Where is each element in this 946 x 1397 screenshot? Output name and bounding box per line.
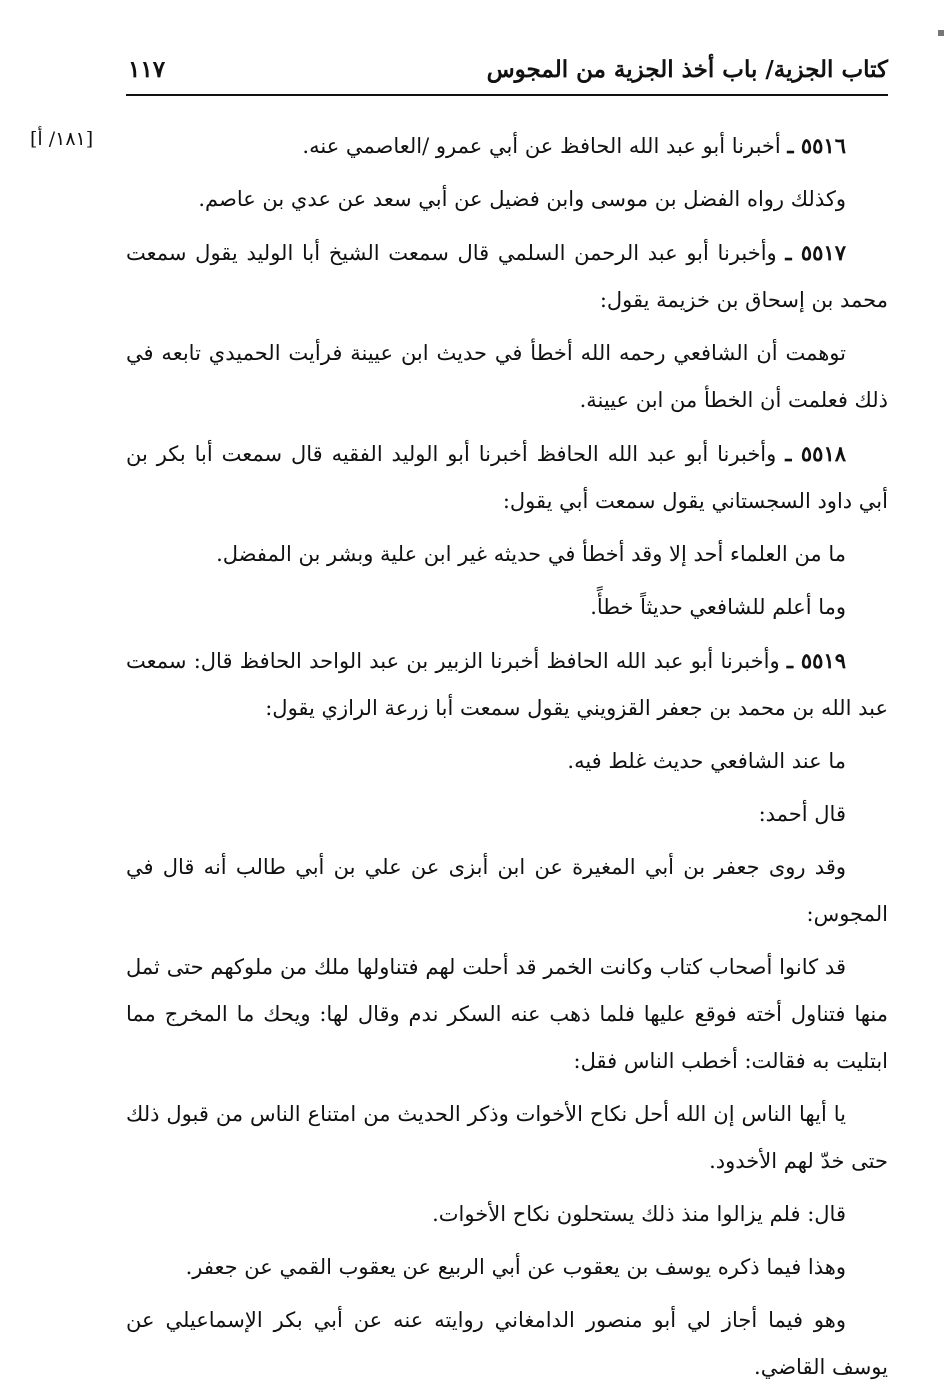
body-text <box>126 122 888 1397</box>
paragraph-text: يا أيها الناس إن الله أحل نكاح الأخوات وذكر الحديث من امتناع الناس من قبول ذلك حتى خدّ لهم الأخدود. <box>126 1102 888 1173</box>
hadith-number: ٥٥١٧ ـ <box>785 240 846 265</box>
paragraph <box>126 1191 888 1238</box>
paragraph-text: وأخبرنا أبو عبد الرحمن السلمي قال سمعت الشيخ أبا الوليد يقول سمعت محمد بن إسحاق بن خزيمة يقول: <box>126 241 888 312</box>
paragraph-text: وأخبرنا أبو عبد الله الحافظ أخبرنا الزبير بن عبد الواحد الحافظ قال: سمعت عبد الله بن محمد بن جعفر القزويني يقول سمعت أبا زرعة الرازي يقول: <box>126 649 888 720</box>
paragraph-text: وهذا فيما ذكره يوسف بن يعقوب عن أبي الربيع عن يعقوب القمي عن جعفر. <box>185 1255 846 1279</box>
paragraph-text: وكذلك رواه الفضل بن موسى وابن فضيل عن أبي سعد عن عدي بن عاصم. <box>198 187 846 211</box>
paragraph-5517 <box>126 229 888 324</box>
paragraph-text: قد كانوا أصحاب كتاب وكانت الخمر قد أحلت لهم فتناولها ملك من ملوكهم حتى ثمل منها فتناول أخته فوقع عليها فلما ذهب عنه السكر ندم وقال لها: ويحك ما المخرج مما ابتليت به فقالت: أخطب الناس فقل: <box>126 955 888 1073</box>
scan-speck <box>938 30 944 36</box>
paragraph <box>126 531 888 578</box>
paragraph <box>126 330 888 424</box>
page-number: ١١٧ <box>128 56 166 83</box>
paragraph <box>126 791 888 838</box>
paragraph-text: توهمت أن الشافعي رحمه الله أخطأ في حديث ابن عيينة فرأيت الحميدي تابعه في ذلك فعلمت أن الخطأ من ابن عيينة. <box>126 341 888 412</box>
manuscript-folio-note: [١٨١/ أ] <box>30 128 94 150</box>
paragraph-text: قال أحمد: <box>758 802 846 826</box>
hadith-number: ٥٥١٨ ـ <box>785 441 847 466</box>
paragraph-text: وهو فيما أجاز لي أبو منصور الدامغاني روايته عنه عن أبي بكر الإسماعيلي عن يوسف القاضي. <box>126 1308 888 1379</box>
paragraph <box>126 1244 888 1291</box>
paragraph <box>126 1297 888 1391</box>
paragraph-text: ما من العلماء أحد إلا وقد أخطأ في حديثه غير ابن علية وبشر بن المفضل. <box>216 542 846 566</box>
paragraph <box>126 944 888 1085</box>
hadith-number: ٥٥١٩ ـ <box>786 648 846 673</box>
running-head: كتاب الجزية/ باب أخذ الجزية من المجوس <box>486 56 888 83</box>
paragraph <box>126 844 888 938</box>
paragraph-text: أخبرنا أبو عبد الله الحافظ عن أبي عمرو /العاصمي عنه. <box>302 134 781 158</box>
page-header <box>126 52 888 96</box>
paragraph-5518 <box>126 430 888 525</box>
paragraph <box>126 584 888 631</box>
paragraph-text: وما أعلم للشافعي حديثاً خطأً. <box>590 595 846 619</box>
paragraph <box>126 176 888 223</box>
paragraph-text: وأخبرنا أبو عبد الله الحافظ أخبرنا أبو الوليد الفقيه قال سمعت أبا بكر بن أبي داود السجستاني يقول سمعت أبي يقول: <box>126 442 888 513</box>
paragraph-5516 <box>126 122 888 170</box>
paragraph-5519 <box>126 637 888 732</box>
paragraph <box>126 738 888 785</box>
paragraph <box>126 1091 888 1185</box>
hadith-number: ٥٥١٦ ـ <box>787 133 846 158</box>
paragraph-text: قال: فلم يزالوا منذ ذلك يستحلون نكاح الأخوات. <box>432 1202 846 1226</box>
paragraph-text: ما عند الشافعي حديث غلط فيه. <box>567 749 846 773</box>
paragraph-text: وقد روى جعفر بن أبي المغيرة عن ابن أبزى عن علي بن أبي طالب أنه قال في المجوس: <box>126 855 888 926</box>
